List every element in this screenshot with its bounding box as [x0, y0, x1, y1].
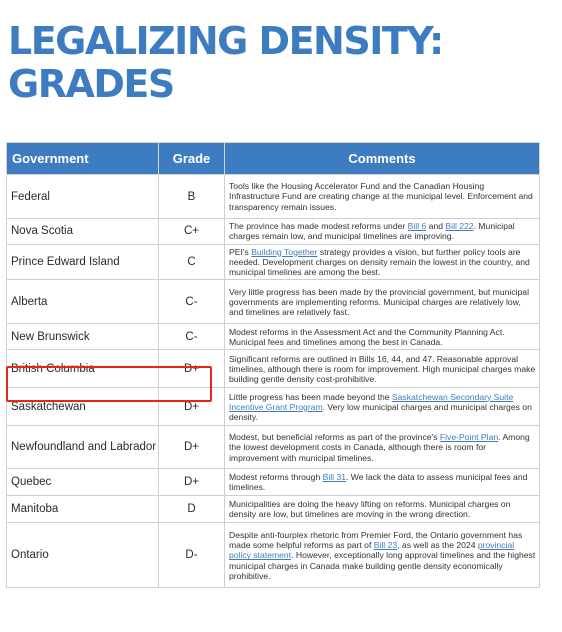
grade-column-header: Grade	[159, 143, 225, 175]
comments-cell	[225, 175, 540, 219]
page-title: LEGALIZING DENSITY: GRADES	[8, 19, 443, 106]
grade-cell: C-	[159, 280, 225, 324]
comment-text: . However, exceptionally long approval timelines and the highest municipal charges in Canada make building gentle density economically prohibitive.	[229, 550, 536, 581]
comment-link[interactable]: Bill 6	[407, 221, 427, 231]
comment-link[interactable]: Five-Point Plan	[439, 432, 499, 443]
grade-cell: C	[159, 244, 225, 280]
grade-cell: D	[159, 496, 225, 523]
government-cell: Prince Edward Island	[7, 244, 159, 280]
comments-cell	[225, 496, 540, 523]
government-cell: Ontario	[7, 523, 159, 588]
comment-text: , as well as the 2024	[397, 540, 478, 551]
government-cell: Manitoba	[7, 496, 159, 523]
comment-link[interactable]: Saskatchewan Secondary Suite Incentive Grant Program	[229, 391, 514, 412]
government-cell: Saskatchewan	[7, 388, 159, 426]
comment-link[interactable]: Bill 23	[373, 540, 398, 551]
comment-text: Tools like the Housing Accelerator Fund and the Canadian Housing Infrastructure Fund are creating change at the municipal level. Enforcement and transparency remain issues.	[229, 181, 533, 212]
table-row	[7, 426, 540, 469]
grade-cell: D+	[159, 350, 225, 388]
table-body	[7, 175, 540, 588]
table-row	[7, 175, 540, 219]
comment-text: Very little progress has been made by the provincial government, but municipal governments are implementing reforms. Municipal charges are relatively low, and timelines are relatively fast.	[229, 286, 529, 318]
comments-cell	[225, 523, 540, 588]
table-row	[7, 324, 540, 350]
comment-text: strategy provides a vision, but further policy tools are needed. Development charges on density remain the lowest in the country, and municipal timelines are among the best.	[229, 246, 530, 278]
comment-text: Modest, but beneficial reforms as part of the province's	[229, 432, 440, 443]
government-cell: Federal	[7, 175, 159, 219]
comments-cell	[225, 324, 540, 350]
comment-text: Significant reforms are outlined in Bills 16, 44, and 47. Reasonable approval timelines, although there is room for improvement. High municipal charges make building gentle density cost-prohibitive.	[229, 353, 536, 385]
comment-text: and	[426, 221, 446, 231]
comments-cell	[225, 244, 540, 280]
table-row	[7, 350, 540, 388]
comments-cell	[225, 350, 540, 388]
government-cell: New Brunswick	[7, 324, 159, 350]
comment-text: PEI's	[229, 246, 252, 257]
grade-cell: C-	[159, 324, 225, 350]
comments-cell	[225, 426, 540, 469]
comment-text: . We lack the data to assess municipal fees and timelines.	[229, 472, 528, 493]
grade-cell: B	[159, 175, 225, 219]
grade-cell: D+	[159, 426, 225, 469]
comment-text: Modest reforms in the Assessment Act and the Community Planning Act. Municipal fees and timelines among the best in Canada.	[229, 326, 505, 347]
comments-column-header: Comments	[225, 143, 540, 175]
comment-text: The province has made modest reforms under	[229, 221, 408, 231]
comment-text: Modest reforms through	[229, 472, 323, 483]
table-row	[7, 469, 540, 496]
table-row	[7, 219, 540, 245]
comment-text: Little progress has been made beyond the	[229, 391, 392, 402]
comment-text: Despite anti-fourplex rhetoric from Premier Ford, the Ontario government has made some helpful reforms as part of	[229, 529, 523, 551]
comment-link[interactable]: Building Together	[251, 246, 318, 257]
grade-cell: D-	[159, 523, 225, 588]
comment-link[interactable]: Bill 222	[445, 221, 474, 231]
government-cell: Nova Scotia	[7, 219, 159, 245]
grade-cell: D+	[159, 388, 225, 426]
government-cell: Newfoundland and Labrador	[7, 426, 159, 469]
table-row	[7, 388, 540, 426]
comments-cell	[225, 280, 540, 324]
government-cell: Quebec	[7, 469, 159, 496]
comment-text: . Municipal charges remain low, and municipal timelines are improving.	[229, 221, 515, 242]
table-row	[7, 523, 540, 588]
government-cell: Alberta	[7, 280, 159, 324]
comment-text: . Very low municipal charges and municipal charges on density.	[229, 401, 532, 423]
grade-cell: D+	[159, 469, 225, 496]
comments-cell	[225, 388, 540, 426]
comment-text: Municipalities are doing the heavy lifting on reforms. Municipal charges on density are low, but timelines are moving in the wrong direction.	[229, 499, 511, 520]
comment-link[interactable]: provincial policy statement	[229, 540, 515, 561]
table-row	[7, 244, 540, 280]
comments-cell	[225, 219, 540, 245]
government-column-header: Government	[7, 143, 159, 175]
government-cell: British Columbia	[7, 350, 159, 388]
grade-cell: C+	[159, 219, 225, 245]
comment-text: . Among the lowest development costs in Canada, although there is room for improvement with municipal timelines.	[229, 432, 530, 463]
table-row	[7, 280, 540, 324]
comment-link[interactable]: Bill 31	[322, 472, 347, 483]
comments-cell	[225, 469, 540, 496]
table-row	[7, 496, 540, 523]
grades-table	[6, 142, 540, 588]
table-header-row	[7, 143, 540, 175]
